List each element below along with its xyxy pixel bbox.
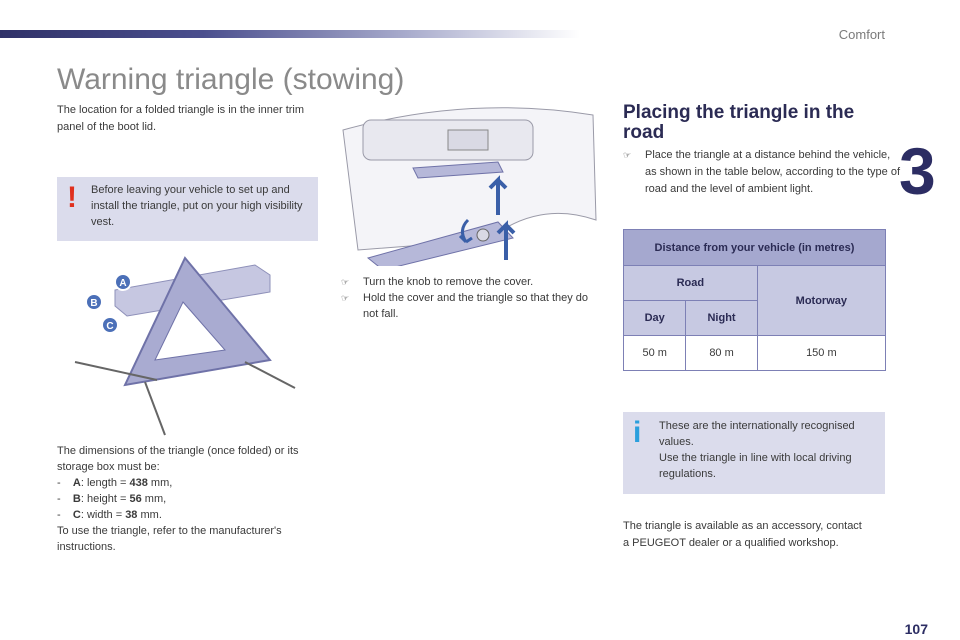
table-cell: 80 m bbox=[686, 336, 757, 371]
accessory-text: The triangle is available as an accessory, contact a PEUGEOT dealer or a qualified workshop. bbox=[623, 520, 862, 549]
dimension-item: - B: height = 56 mm, bbox=[57, 493, 167, 505]
table-cell: 50 m bbox=[624, 336, 686, 371]
dimension-item: - C: width = 38 mm. bbox=[57, 509, 162, 521]
info-icon: i bbox=[633, 416, 642, 449]
cover-steps bbox=[341, 274, 601, 322]
arrow-right-icon: ☞ bbox=[341, 277, 350, 287]
placing-title: Placing the triangle in the road bbox=[623, 102, 855, 143]
page-title: Warning triangle (stowing) bbox=[57, 63, 405, 96]
intro-text: The location for a folded triangle is in the inner trim panel of the boot lid. bbox=[57, 104, 305, 133]
table-row bbox=[624, 336, 886, 371]
boot-lid-illustration bbox=[338, 100, 600, 266]
table-header-road: Road bbox=[624, 266, 758, 301]
arrow-right-icon: ☞ bbox=[341, 293, 350, 303]
label-a: A bbox=[119, 278, 127, 289]
table-cell: 150 m bbox=[757, 336, 885, 371]
dimensions-intro: The dimensions of the triangle (once folded) or its storage box must be: bbox=[57, 445, 299, 473]
section-label: Comfort bbox=[838, 27, 885, 42]
table-header-day: Day bbox=[624, 301, 686, 336]
arrow-right-icon: ☞ bbox=[623, 150, 632, 160]
dimension-item: - A: length = 438 mm, bbox=[57, 477, 173, 489]
label-c: C bbox=[106, 321, 114, 332]
table-heading: Distance from your vehicle (in metres) bbox=[624, 230, 886, 266]
exclamation-icon: ! bbox=[67, 181, 77, 214]
distance-table bbox=[623, 229, 886, 371]
table-header-night: Night bbox=[686, 301, 757, 336]
label-b: B bbox=[90, 298, 98, 309]
triangle-leg bbox=[245, 362, 295, 388]
placing-step: ☞ Place the triangle at a distance behind the vehicle, as shown in the table below, according to the type of road and the level of ambient light. bbox=[623, 149, 900, 195]
warning-text: Before leaving your vehicle to set up and install the triangle, put on your high visibility vest. bbox=[91, 184, 303, 228]
dimensions-text bbox=[57, 443, 319, 555]
info-text: These are the internationally recognised values. Use the triangle in line with local driving regulations. bbox=[659, 420, 855, 480]
step-item: ☞ Hold the cover and the triangle so that they do not fall. bbox=[341, 292, 589, 320]
triangle-leg bbox=[145, 382, 165, 435]
knob bbox=[477, 229, 489, 241]
header-bar bbox=[0, 30, 580, 38]
up-arrow-icon bbox=[498, 225, 514, 260]
step-item: ☞ Turn the knob to remove the cover. bbox=[341, 276, 534, 288]
info-box bbox=[623, 412, 885, 494]
chapter-number: 3 bbox=[899, 134, 936, 208]
warning-box bbox=[57, 177, 318, 241]
dimensions-outro: To use the triangle, refer to the manufacturer's instructions. bbox=[57, 525, 282, 553]
page-number: 107 bbox=[904, 621, 928, 637]
triangle-illustration bbox=[65, 250, 325, 440]
table-header-motorway: Motorway bbox=[757, 266, 885, 336]
latch-housing bbox=[448, 130, 488, 150]
